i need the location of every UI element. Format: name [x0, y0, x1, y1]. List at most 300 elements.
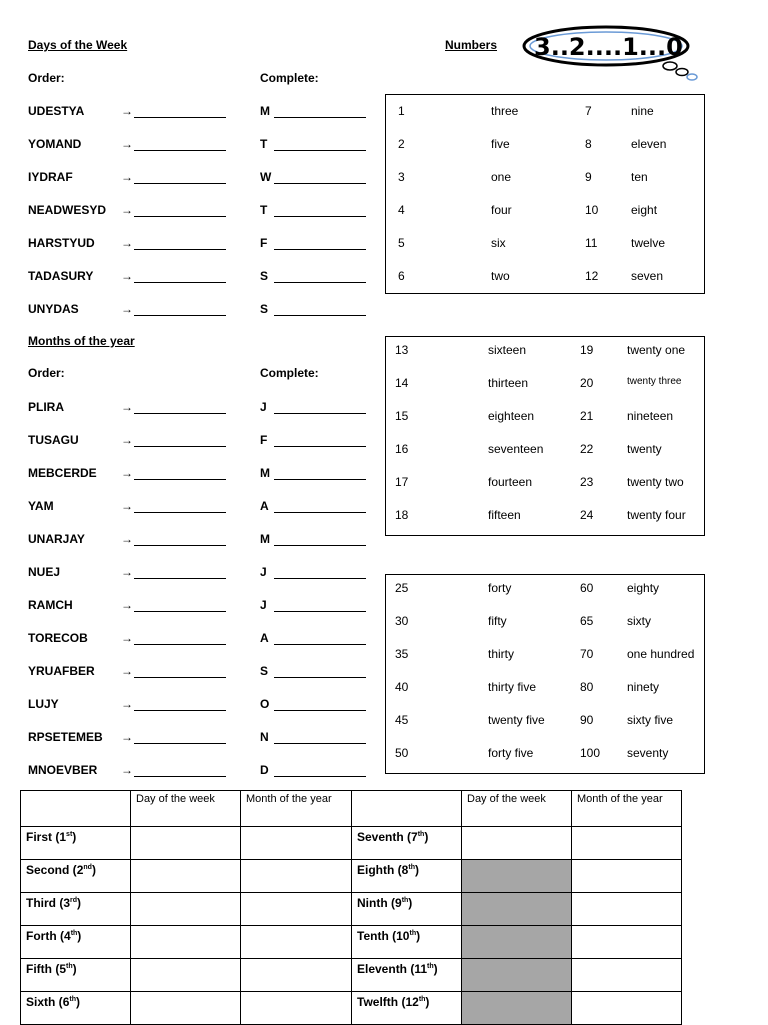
- ordinal-suffix: th: [427, 963, 434, 970]
- month-scrambled-word: YRUAFBER: [28, 664, 95, 678]
- month-scrambled-word: NUEJ: [28, 565, 61, 579]
- arrow-icon: →: [121, 269, 133, 283]
- month-answer-cell[interactable]: [241, 860, 352, 893]
- ordinal-suffix: th: [66, 963, 73, 970]
- day-complete-blank[interactable]: [274, 303, 366, 316]
- ordinal-suffix: th: [70, 930, 78, 937]
- countdown-logo: [520, 24, 702, 82]
- paren: (: [55, 995, 63, 1009]
- day-answer-blank[interactable]: [134, 303, 226, 316]
- table-row: [21, 926, 682, 959]
- ordinal-word: Sixth: [26, 995, 56, 1009]
- number-cell: 90: [580, 713, 594, 727]
- month-answer-cell[interactable]: [241, 959, 352, 992]
- day-complete-letter: M: [260, 104, 270, 118]
- number-cell: eleven: [631, 137, 667, 151]
- month-complete-letter: O: [260, 697, 270, 711]
- number-cell: sixteen: [488, 343, 527, 357]
- number-cell: eight: [631, 203, 658, 217]
- day-complete-blank[interactable]: [274, 105, 366, 118]
- month-complete-blank[interactable]: [274, 764, 366, 777]
- day-scrambled-word: UNYDAS: [28, 302, 79, 316]
- numbers-box-1: [385, 94, 705, 294]
- number-cell: twenty: [627, 442, 662, 456]
- month-answer-cell[interactable]: [241, 893, 352, 926]
- number-cell: eighty: [627, 581, 660, 595]
- day-answer-blank[interactable]: [134, 105, 226, 118]
- ordinal-cell: [352, 827, 462, 860]
- ordinal-cell: [21, 992, 131, 1025]
- numbers-box-2: [385, 336, 705, 536]
- month-answer-blank[interactable]: [134, 467, 226, 480]
- month-complete-blank[interactable]: [274, 665, 366, 678]
- month-answer-blank[interactable]: [134, 599, 226, 612]
- month-complete-blank[interactable]: [274, 632, 366, 645]
- shaded-cell: [462, 893, 572, 926]
- month-answer-blank[interactable]: [134, 698, 226, 711]
- table-row: [21, 860, 682, 893]
- number-cell: thirty: [488, 647, 515, 661]
- number-cell: 18: [395, 508, 409, 522]
- number-cell: 16: [395, 442, 409, 456]
- ordinal-suffix: th: [409, 930, 417, 937]
- day-answer-cell[interactable]: [131, 992, 241, 1025]
- number-cell: forty five: [488, 746, 534, 760]
- number-cell: 17: [395, 475, 409, 489]
- table-header-cell: [352, 791, 462, 827]
- ordinal-number: 3: [63, 896, 71, 910]
- ordinal-word: Seventh: [357, 830, 404, 844]
- number-cell: 65: [580, 614, 594, 628]
- ordinal-word: First: [26, 830, 53, 844]
- ordinal-label: [26, 893, 81, 910]
- month-complete-blank[interactable]: [274, 566, 366, 579]
- ordinal-number: 1: [59, 830, 67, 844]
- month-answer-blank[interactable]: [134, 533, 226, 546]
- day-complete-blank[interactable]: [274, 270, 366, 283]
- number-cell: 3: [398, 170, 405, 184]
- day-scrambled-word: UDESTYA: [28, 104, 85, 118]
- shaded-cell: [462, 992, 572, 1025]
- day-scrambled-word: HARSTYUD: [28, 236, 95, 250]
- month-complete-letter: S: [260, 664, 269, 678]
- number-cell: seven: [631, 269, 664, 283]
- month-answer-cell[interactable]: [241, 926, 352, 959]
- paren: ): [72, 830, 77, 844]
- paren: ): [416, 929, 421, 943]
- day-complete-letter: S: [260, 302, 269, 316]
- month-complete-blank[interactable]: [274, 731, 366, 744]
- number-cell: 14: [395, 376, 409, 390]
- number-cell: fifteen: [488, 508, 521, 522]
- ordinal-suffix: th: [418, 996, 426, 1003]
- month-scrambled-word: RPSETEMEB: [28, 730, 103, 744]
- number-cell: six: [491, 236, 506, 250]
- number-cell: 13: [395, 343, 409, 357]
- ordinal-suffix: th: [69, 996, 76, 1003]
- number-cell: 21: [580, 409, 594, 423]
- day-complete-blank[interactable]: [274, 138, 366, 151]
- day-answer-blank[interactable]: [134, 138, 226, 151]
- number-cell: 40: [395, 680, 409, 694]
- paren: (: [398, 995, 406, 1009]
- number-cell: ninety: [627, 680, 660, 694]
- paren: (: [387, 896, 395, 910]
- month-scrambled-word: MEBCERDE: [28, 466, 97, 480]
- number-cell: one: [491, 170, 512, 184]
- ordinal-label: [26, 827, 76, 844]
- day-answer-cell[interactable]: [462, 827, 572, 860]
- month-complete-blank[interactable]: [274, 401, 366, 414]
- number-cell: 60: [580, 581, 594, 595]
- day-answer-cell[interactable]: [131, 827, 241, 860]
- day-complete-blank[interactable]: [274, 204, 366, 217]
- ordinal-word: Forth: [26, 929, 57, 943]
- day-answer-cell[interactable]: [131, 959, 241, 992]
- number-cell: three: [491, 104, 519, 118]
- arrow-icon: →: [121, 730, 133, 744]
- ordinal-cell: [21, 959, 131, 992]
- number-cell: twenty five: [488, 713, 545, 727]
- day-complete-blank[interactable]: [274, 171, 366, 184]
- number-cell: fifty: [488, 614, 507, 628]
- days-order-label: Order:: [28, 71, 65, 85]
- month-answer-cell[interactable]: [241, 827, 352, 860]
- month-complete-blank[interactable]: [274, 467, 366, 480]
- ordinal-label: [357, 893, 412, 910]
- month-complete-letter: A: [260, 499, 269, 513]
- paren: ): [91, 863, 96, 877]
- day-complete-letter: T: [260, 137, 268, 151]
- ordinal-label: [357, 926, 420, 943]
- days-title: Days of the Week: [28, 38, 128, 52]
- arrow-icon: →: [121, 104, 133, 118]
- day-complete-blank[interactable]: [274, 237, 366, 250]
- number-cell: 10: [585, 203, 599, 217]
- arrow-icon: →: [121, 236, 133, 250]
- day-answer-blank[interactable]: [134, 237, 226, 250]
- month-answer-cell[interactable]: [241, 992, 352, 1025]
- shaded-cell: [462, 926, 572, 959]
- month-complete-letter: J: [260, 598, 267, 612]
- arrow-icon: →: [121, 499, 133, 513]
- paren: (: [403, 830, 412, 844]
- number-cell: 70: [580, 647, 594, 661]
- day-complete-letter: S: [260, 269, 269, 283]
- number-cell: fourteen: [488, 475, 533, 489]
- paren: ): [414, 863, 419, 877]
- month-answer-blank[interactable]: [134, 401, 226, 414]
- ordinal-label: [26, 926, 81, 943]
- ordinal-label: [357, 959, 438, 976]
- ordinal-cell: [21, 860, 131, 893]
- table-header-cell: [21, 791, 131, 827]
- arrow-icon: →: [121, 466, 133, 480]
- ordinal-number: 2: [76, 863, 84, 877]
- day-scrambled-word: IYDRAF: [28, 170, 73, 184]
- ordinal-word: Eleventh: [357, 962, 408, 976]
- number-cell: thirteen: [488, 376, 529, 390]
- number-cell: twelve: [631, 236, 666, 250]
- arrow-icon: →: [121, 400, 133, 414]
- ordinal-number: 12: [405, 995, 419, 1009]
- number-cell: 2: [398, 137, 405, 151]
- paren: (: [52, 962, 60, 976]
- arrow-icon: →: [121, 532, 133, 546]
- month-complete-letter: J: [260, 565, 267, 579]
- ordinal-label: [26, 860, 96, 877]
- number-cell: 35: [395, 647, 409, 661]
- day-complete-letter: F: [260, 236, 268, 250]
- number-cell: one hundred: [627, 647, 695, 661]
- number-cell: 7: [585, 104, 592, 118]
- paren: ): [408, 896, 413, 910]
- day-answer-blank[interactable]: [134, 204, 226, 217]
- number-cell: 23: [580, 475, 594, 489]
- paren: (: [388, 929, 397, 943]
- number-cell: 12: [585, 269, 599, 283]
- month-scrambled-word: TORECOB: [28, 631, 88, 645]
- numbers-box-3: [385, 574, 705, 774]
- table-header-row: [21, 791, 682, 827]
- number-cell: nineteen: [627, 409, 674, 423]
- day-scrambled-word: NEADWESYD: [28, 203, 107, 217]
- number-cell: 1: [398, 104, 405, 118]
- arrow-icon: →: [121, 598, 133, 612]
- number-cell: 11: [585, 236, 598, 250]
- day-complete-letter: T: [260, 203, 268, 217]
- month-answer-cell[interactable]: [572, 926, 682, 959]
- month-complete-blank[interactable]: [274, 500, 366, 513]
- paren: ): [75, 995, 80, 1009]
- month-answer-blank[interactable]: [134, 566, 226, 579]
- number-cell: thirty five: [488, 680, 537, 694]
- paren: ): [425, 995, 430, 1009]
- shaded-cell: [462, 860, 572, 893]
- month-complete-blank[interactable]: [274, 533, 366, 546]
- table-header-cell: Day of the week: [131, 791, 241, 827]
- month-complete-blank[interactable]: [274, 434, 366, 447]
- number-cell: 5: [398, 236, 405, 250]
- ordinal-suffix: st: [66, 831, 73, 838]
- arrow-icon: →: [121, 433, 133, 447]
- paren: ): [77, 896, 82, 910]
- ordinal-suffix: nd: [83, 864, 92, 871]
- ordinal-number: 8: [401, 863, 409, 877]
- months-title: Months of the year: [28, 334, 135, 348]
- ordinal-cell: [352, 992, 462, 1025]
- number-cell: seventy: [627, 746, 669, 760]
- number-cell: 8: [585, 137, 592, 151]
- ordinal-number: 9: [395, 896, 402, 910]
- number-cell: forty: [488, 581, 512, 595]
- number-cell: 15: [395, 409, 409, 423]
- paren: (: [69, 863, 77, 877]
- ordinal-number: 11: [414, 962, 428, 976]
- ordinal-word: Second: [26, 863, 70, 877]
- number-cell: 20: [580, 376, 594, 390]
- table-header-cell: Month of the year: [241, 791, 352, 827]
- number-cell: nine: [631, 104, 654, 118]
- month-answer-cell[interactable]: [572, 893, 682, 926]
- number-cell: 4: [398, 203, 405, 217]
- ordinal-suffix: th: [408, 864, 415, 871]
- month-answer-blank[interactable]: [134, 764, 226, 777]
- arrow-icon: →: [121, 763, 133, 777]
- ordinal-label: [26, 992, 80, 1009]
- month-scrambled-word: LUJY: [28, 697, 59, 711]
- ordinal-word: Tenth: [357, 929, 389, 943]
- months-order-label: Order:: [28, 366, 65, 380]
- table-header-cell: Day of the week: [462, 791, 572, 827]
- number-cell: eighteen: [488, 409, 535, 423]
- ordinal-word: Eighth: [357, 863, 395, 877]
- paren: ): [424, 830, 429, 844]
- month-complete-blank[interactable]: [274, 599, 366, 612]
- logo-text: 3..2....1...0: [534, 33, 683, 61]
- month-answer-blank[interactable]: [134, 632, 226, 645]
- month-answer-blank[interactable]: [134, 500, 226, 513]
- ordinal-label: [357, 827, 428, 844]
- day-scrambled-word: TADASURY: [28, 269, 94, 283]
- number-cell: ten: [631, 170, 648, 184]
- ordinal-label: [357, 860, 419, 877]
- ordinal-cell: [352, 926, 462, 959]
- table-row: [21, 959, 682, 992]
- month-scrambled-word: UNARJAY: [28, 532, 85, 546]
- month-scrambled-word: YAM: [28, 499, 54, 513]
- number-cell: seventeen: [488, 442, 544, 456]
- ordinal-cell: [352, 959, 462, 992]
- number-cell: 45: [395, 713, 409, 727]
- month-answer-cell[interactable]: [572, 959, 682, 992]
- day-answer-cell[interactable]: [131, 893, 241, 926]
- number-cell: 19: [580, 343, 594, 357]
- month-complete-letter: D: [260, 763, 269, 777]
- paren: (: [52, 830, 60, 844]
- ordinal-label: [26, 959, 77, 976]
- arrow-icon: →: [121, 203, 133, 217]
- thought-bubble-icon: [520, 24, 702, 82]
- table-row: [21, 827, 682, 860]
- number-cell: 9: [585, 170, 592, 184]
- number-cell: sixty: [627, 614, 651, 628]
- number-cell: 80: [580, 680, 594, 694]
- arrow-icon: →: [121, 565, 133, 579]
- day-answer-blank[interactable]: [134, 270, 226, 283]
- ordinal-number: 4: [64, 929, 71, 943]
- paren: ): [72, 962, 77, 976]
- month-complete-letter: M: [260, 466, 270, 480]
- number-cell: 25: [395, 581, 409, 595]
- month-answer-cell[interactable]: [572, 827, 682, 860]
- paren: (: [407, 962, 415, 976]
- month-complete-letter: N: [260, 730, 269, 744]
- ordinal-number: 6: [62, 995, 70, 1009]
- arrow-icon: →: [121, 631, 133, 645]
- ordinal-number: 10: [396, 929, 410, 943]
- month-scrambled-word: RAMCH: [28, 598, 73, 612]
- ordinal-suffix: th: [401, 897, 409, 904]
- number-cell: twenty one: [627, 343, 686, 357]
- ordinal-word: Ninth: [357, 896, 388, 910]
- month-answer-cell[interactable]: [572, 992, 682, 1025]
- number-cell: 50: [395, 746, 409, 760]
- number-cell: 22: [580, 442, 594, 456]
- month-complete-letter: A: [260, 631, 269, 645]
- month-answer-blank[interactable]: [134, 434, 226, 447]
- paren: ): [433, 962, 438, 976]
- numbers-title: Numbers: [445, 38, 498, 52]
- ordinal-word: Fifth: [26, 962, 52, 976]
- month-scrambled-word: PLIRA: [28, 400, 64, 414]
- arrow-icon: →: [121, 170, 133, 184]
- paren: ): [77, 929, 82, 943]
- number-cell: 24: [580, 508, 594, 522]
- day-complete-letter: W: [260, 170, 272, 184]
- table-row: [21, 893, 682, 926]
- months-complete-label: Complete:: [260, 366, 319, 380]
- arrow-icon: →: [121, 697, 133, 711]
- shaded-cell: [462, 959, 572, 992]
- day-answer-cell[interactable]: [131, 926, 241, 959]
- number-cell: sixty five: [627, 713, 674, 727]
- arrow-icon: →: [121, 137, 133, 151]
- ordinal-cell: [21, 926, 131, 959]
- month-answer-blank[interactable]: [134, 731, 226, 744]
- day-answer-cell[interactable]: [131, 860, 241, 893]
- ordinal-cell: [21, 827, 131, 860]
- number-cell: twenty three: [627, 376, 682, 387]
- table-row: [21, 992, 682, 1025]
- month-complete-letter: M: [260, 532, 270, 546]
- month-scrambled-word: TUSAGU: [28, 433, 79, 447]
- day-answer-blank[interactable]: [134, 171, 226, 184]
- ordinal-table: [20, 790, 682, 1025]
- paren: (: [56, 896, 64, 910]
- paren: (: [56, 929, 64, 943]
- number-cell: twenty two: [627, 475, 684, 489]
- ordinal-cell: [352, 860, 462, 893]
- number-cell: two: [491, 269, 510, 283]
- arrow-icon: →: [121, 302, 133, 316]
- month-answer-blank[interactable]: [134, 665, 226, 678]
- paren: (: [394, 863, 402, 877]
- month-complete-letter: F: [260, 433, 268, 447]
- ordinal-suffix: th: [417, 831, 425, 838]
- month-complete-blank[interactable]: [274, 698, 366, 711]
- days-complete-label: Complete:: [260, 71, 319, 85]
- month-answer-cell[interactable]: [572, 860, 682, 893]
- arrow-icon: →: [121, 664, 133, 678]
- ordinal-number: 7: [411, 830, 418, 844]
- number-cell: 30: [395, 614, 409, 628]
- ordinal-suffix: rd: [70, 897, 78, 904]
- ordinal-word: Twelfth: [357, 995, 399, 1009]
- ordinal-number: 5: [59, 962, 67, 976]
- number-cell: five: [491, 137, 510, 151]
- number-cell: four: [491, 203, 512, 217]
- number-cell: twenty four: [627, 508, 686, 522]
- ordinal-cell: [21, 893, 131, 926]
- ordinal-label: [357, 992, 429, 1009]
- number-cell: 6: [398, 269, 405, 283]
- month-scrambled-word: MNOEVBER: [28, 763, 98, 777]
- month-complete-letter: J: [260, 400, 267, 414]
- day-scrambled-word: YOMAND: [28, 137, 82, 151]
- ordinal-word: Third: [26, 896, 56, 910]
- ordinal-cell: [352, 893, 462, 926]
